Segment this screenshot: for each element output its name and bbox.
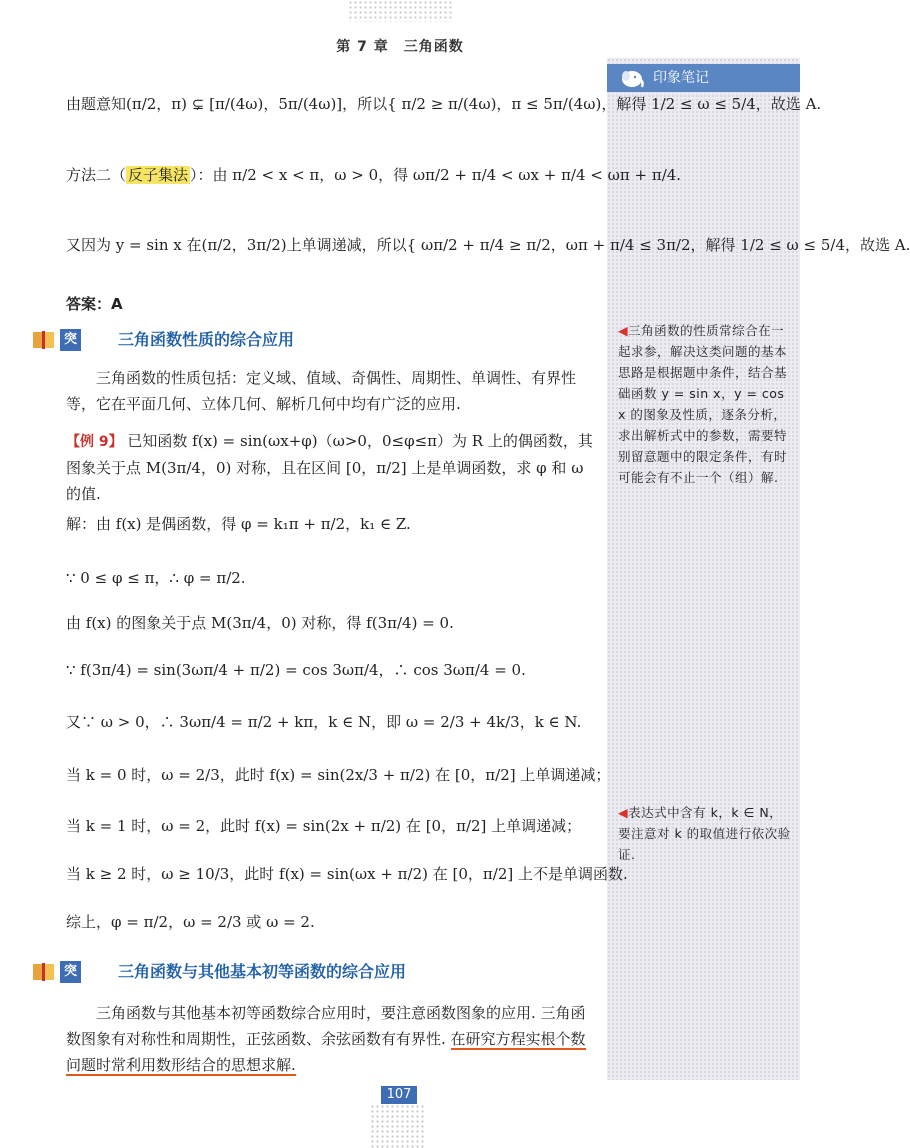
chapter-header: 第 7 章 三角函数 <box>336 39 464 55</box>
sidebar-note-2-text: 表达式中含有 k，k ∈ N，要注意对 k 的取值进行依次验证. <box>618 805 791 862</box>
book-icon <box>32 330 56 350</box>
notes-header <box>607 64 800 92</box>
top-dot-pattern <box>348 0 452 22</box>
sidebar-note-1-text: 三角函数的性质常综合在一起求参，解决这类问题的基本思路是根据题中条件，结合基础函数 y = sin x，y = cos x 的图象及性质，逐条分析，求出解析式中的参数，需要特别留意题中的限定条件，有时可能会有不止一个（组）解. <box>618 323 788 485</box>
page-number: 107 <box>381 1086 417 1104</box>
solution-conclusion: 综上，φ = π/2，ω = 2/3 或 ω = 2. <box>66 913 315 931</box>
section-tag: 突破3 <box>60 961 81 983</box>
sidebar-note-1 <box>618 320 792 488</box>
section-2-intro: 三角函数的性质包括：定义域、值域、奇偶性、周期性、单调性、有界性等，它在平面几何、立体几何、解析几何中均有广泛的应用. <box>66 369 577 413</box>
highlight-term: 反子集法 <box>128 166 189 184</box>
answer-line: 答案：A <box>66 295 123 313</box>
solution-step-2: ∵ 0 ≤ φ ≤ π，∴ φ = π/2. <box>66 569 246 587</box>
underlined-key-point: 在研究方程实根个数问题时常利用数形结合的思想求解. <box>66 1030 586 1074</box>
example-text: 已知函数 f(x) = sin(ωx+φ)（ω>0，0≤φ≤π）为 R 上的偶函数，其图象关于点 M(3π/4，0) 对称，且在区间 [0，π/2] 上是单调函数，求 φ 和 ω 的值. <box>66 432 593 503</box>
solution-step-7: 当 k = 1 时，ω = 2，此时 f(x) = sin(2x + π/2) 在 [0，π/2] 上单调递减； <box>66 817 582 835</box>
section-3-intro <box>66 1000 600 1078</box>
solution-step-5: 又∵ ω > 0，∴ 3ωπ/4 = π/2 + kπ，k ∈ N，即 ω = 2/3 + 4k/3，k ∈ N. <box>66 713 582 731</box>
elephant-icon <box>619 66 645 90</box>
sidebar-panel <box>607 58 800 1080</box>
example-9 <box>66 428 600 507</box>
section-3-intro-text: 三角函数与其他基本初等函数综合应用时，要注意函数图象的应用. 三角函数图象有对称性和周期性，正弦函数、余弦函数有有界性. <box>66 1004 586 1048</box>
sidebar-note-2 <box>618 802 792 865</box>
notes-title: 印象笔记 <box>653 70 709 86</box>
solution-step-6: 当 k = 0 时，ω = 2/3，此时 f(x) = sin(2x/3 + π/2) 在 [0，π/2] 上单调递减； <box>66 766 611 784</box>
method-two-text: ）：由 π/2 < x < π，ω > 0，得 ωπ/2 + π/4 < ωx + π/4 < ωπ + π/4. <box>190 166 682 184</box>
solution-step-4: ∵ f(3π/4) = sin(3ωπ/4 + π/2) = cos 3ωπ/4，∴ cos 3ωπ/4 = 0. <box>66 661 526 679</box>
bottom-dot-pattern <box>370 1104 426 1148</box>
solution-line-1: 由题意知(π/2，π) ⊊ [π/(4ω)，5π/(4ω)]，所以{ π/2 ≥ π/(4ω)，π ≤ 5π/(4ω)，解得 1/2 ≤ ω ≤ 5/4，故选 A. <box>66 95 822 113</box>
book-icon <box>32 962 56 982</box>
pointer-icon: ◀ <box>618 805 629 820</box>
section-title: 三角函数性质的综合应用 <box>118 330 295 349</box>
example-tag: 【例 9】 <box>66 434 123 450</box>
solution-line-3: 又因为 y = sin x 在(π/2，3π/2)上单调递减，所以{ ωπ/2 + π/4 ≥ π/2，ωπ + π/4 ≤ 3π/2，解得 1/2 ≤ ω ≤ 5/4，故选 A. <box>66 236 910 254</box>
solution-step-3: 由 f(x) 的图象关于点 M(3π/4，0) 对称，得 f(3π/4) = 0. <box>66 614 454 632</box>
method-two-line <box>66 163 681 187</box>
section-tag: 突破2 <box>60 329 81 351</box>
solution-step-1: 解：由 f(x) 是偶函数，得 φ = k₁π + π/2，k₁ ∈ Z. <box>66 515 411 533</box>
pointer-icon: ◀ <box>618 323 629 338</box>
method-two-label: 方法二（ <box>66 166 127 184</box>
section-title: 三角函数与其他基本初等函数的综合应用 <box>118 962 407 981</box>
solution-step-8: 当 k ≥ 2 时，ω ≥ 10/3，此时 f(x) = sin(ωx + π/2) 在 [0，π/2] 上不是单调函数. <box>66 865 628 883</box>
